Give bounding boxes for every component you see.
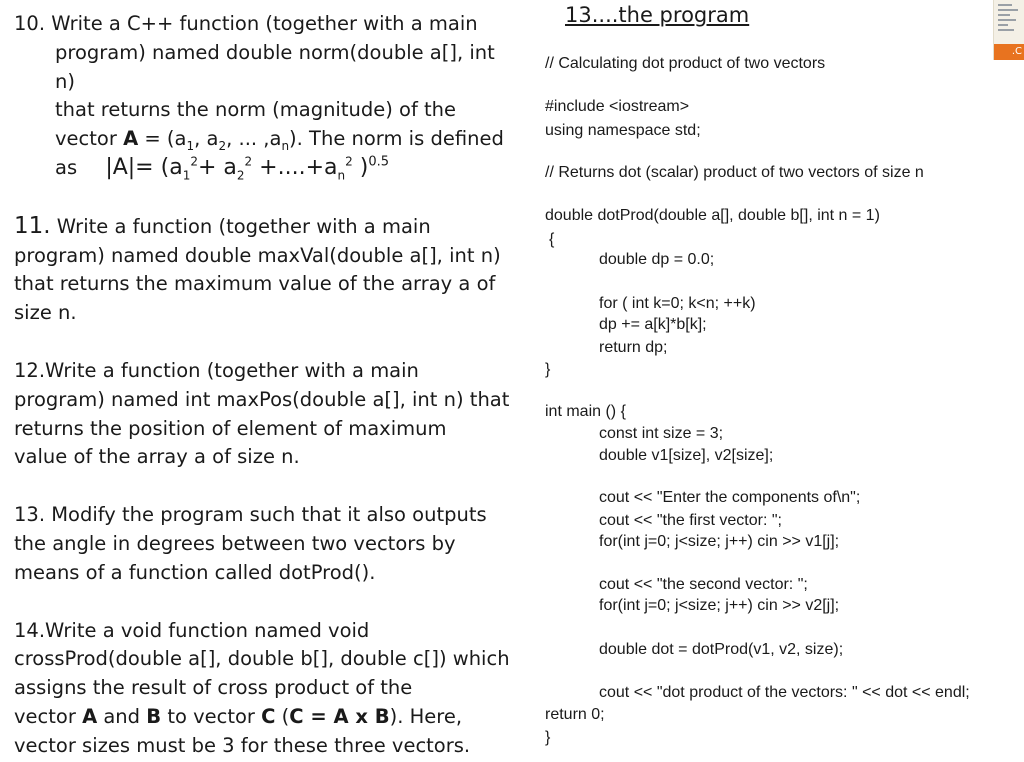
app-logo <box>993 0 1024 60</box>
question-10: 10. Write a C++ function (together with a main program) named double norm(double a[], int n) that returns the norm (magnitude) of the vector $A = (a_1$, $a_2$, ... $,a_n$). The norm is defined as $|A|= (a_1^2+ a_2^2 +....+a_n^2$ )$^{0.5}$ <box>14 12 504 183</box>
question-number: 11. <box>14 212 51 239</box>
code-line: const int size = 3; <box>599 425 724 442</box>
question-11: 11. Write a function (together with a main program) named double maxVal(double a[], int n) that returns the maximum value of the array a of size n. <box>14 212 501 325</box>
code-line: using namespace std; <box>545 122 701 139</box>
logo-label: .C <box>994 44 1024 60</box>
question-number: 10. <box>14 12 46 35</box>
code-line: } <box>545 729 551 746</box>
code-line: cout << "dot product of the vectors: " << dot << endl; <box>599 684 970 701</box>
code-line: // Calculating dot product of two vectors <box>545 55 826 72</box>
code-line: double dot = dotProd(v1, v2, size); <box>599 641 844 658</box>
code-line: for(int j=0; j<size; j++) cin >> v1[j]; <box>599 533 840 550</box>
code-line: } <box>545 361 551 378</box>
code-line: return dp; <box>599 339 668 356</box>
question-12: 12.Write a function (together with a main program) named int maxPos(double a[], int n) that returns the position of element of maximum value of the array a of size n. <box>14 358 510 469</box>
exercise-list <box>14 10 514 761</box>
code-line: cout << "the first vector: "; <box>599 512 782 529</box>
code-line: // Returns dot (scalar) product of two vectors of size n <box>545 164 924 181</box>
code-line: return 0; <box>545 706 605 723</box>
program-title: 13....the program <box>565 3 750 27</box>
code-line: double v1[size], v2[size]; <box>599 447 774 464</box>
code-line: cout << "Enter the components of\n"; <box>599 489 861 506</box>
code-line: for(int j=0; j<size; j++) cin >> v2[j]; <box>599 597 840 614</box>
norm-formula: $|A|= (a_1^2+ a_2^2 +....+a_n^2$ )$^{0.5}$ <box>105 154 390 183</box>
code-line: #include <iostream> <box>545 98 690 115</box>
question-13: 13. Modify the program such that it also outputs the angle in degrees between two vectors by means of a function called dotProd(). <box>14 503 487 584</box>
code-line: cout << "the second vector: "; <box>599 576 808 593</box>
code-line: dp += a[k]*b[k]; <box>599 316 707 333</box>
code-line: double dp = 0.0; <box>599 251 715 268</box>
code-line: int main () { <box>545 403 626 420</box>
code-line: for ( int k=0; k<n; ++k) <box>599 295 756 312</box>
question-14: 14.Write a void function named void crossProd(double a[], double b[], double c[]) which assigns the result of cross product of the vector A and B to vector C (C = A x B). Here, vector sizes must be 3 for these three vectors. <box>14 618 510 757</box>
code-line: { <box>549 231 555 248</box>
code-line: double dotProd(double a[], double b[], int n = 1) <box>545 207 880 224</box>
